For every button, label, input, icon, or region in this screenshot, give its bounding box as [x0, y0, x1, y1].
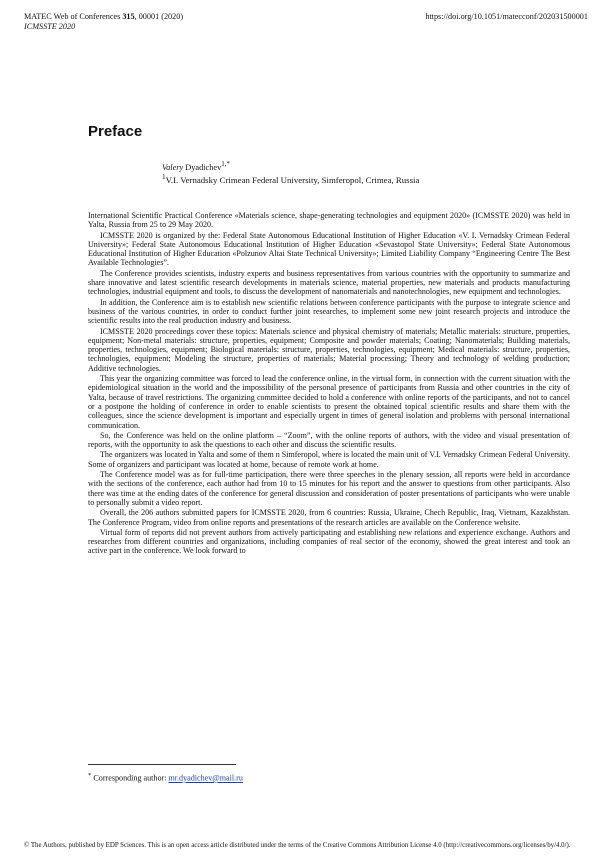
author-superscript: 1,* — [221, 161, 230, 168]
footnote — [88, 772, 243, 783]
author-last-name: Dyadichev — [183, 162, 222, 172]
paragraph: The Conference provides scientists, industry experts and business representatives from various countries with the opportunity to summarize and share innovative and latest scientific research developments in materials science, material properties, new materials and products manufacturing technologies, industrial equipment and tools, to discuss the development of nanomaterials and nanotechnologies, new equipment and technologies. — [88, 268, 570, 297]
paragraph: ICMSSTE 2020 is organized by the: Federal State Autonomous Educational Institution of Higher Education «V. I. Vernadsky Crimean Federal University»; Federal State Autonomous Educational Institution of Higher Education «Sevastopol State University»; Federal State Autonomous Educational Institution of Higher Education «Polzunov Altai State Technical University»; Limited Liability Company “Engineering Centre The Best Available Technologies”. — [88, 230, 570, 268]
affiliation-text: V.I. Vernadsky Crimean Federal University, Simferopol, Crimea, Russia — [165, 174, 420, 185]
paragraph: Virtual form of reports did not prevent authors from actively participating and establishing new relations and experience exchange. Authors and researches from different countries and organizations, including companies of real sector of the economy, showed the great interest and took an active part in the conference. We look forward to — [88, 527, 570, 556]
journal-line — [24, 12, 183, 22]
footnote-label: Corresponding author: — [91, 773, 169, 783]
conference-venue: ICMSSTE 2020 — [24, 22, 76, 31]
paragraph: International Scientific Practical Conference «Materials science, shape-generating technologies and equipment 2020» (ICMSSTE 2020) was held in Yalta, Russia from 25 to 29 May 2020. — [88, 211, 570, 230]
paragraph: The Conference model was as for full-time participation, there were three speeches in the plenary session, all reports were held in accordance with the sections of the conference, each author had from 10 to 15 minutes for his report and the answer to questions from other participants. Also there was time at the ending dates of the conference for general discussion and consideration of poster presentations of participants who were unable to personally submit a video report. — [88, 470, 570, 507]
paragraph: Overall, the 206 authors submitted papers for ICMSSTE 2020, from 6 countries: Russia, Ukraine, Chech Republic, Iraq, Vietnam, Kazakhstan. The Conference Program, video from online reports and presentations of the research articles are available on the Conference website. — [88, 508, 570, 527]
paragraph: In addition, the Conference aim is to establish new scientific relations between conference participants with the purpose to integrate science and business of the various countries, in order to conduct further joint researches, to implement some new joint research projects and introduce the scientific results into the real production industry and business. — [88, 297, 570, 326]
author-first-name: Valery — [162, 162, 184, 172]
affiliation — [162, 172, 419, 185]
article-number: , 00001 (2020) — [134, 12, 184, 21]
footnote-mark: * — [88, 772, 92, 779]
running-header — [24, 12, 183, 32]
paragraph: This year the organizing committee was forced to lead the conference online, in the virtual form, in connection with the current situation with the epidemiological situation in the world and the impossibility of the personal presence of participants from Russia and other countries in the city of Yalta, because of travel restrictions. The organizing committee decided to hold a conference with online reports of the participants, and not to cancel or a postpone the holding of conference in order to enable scientists to present the obtained topical scientific results and share them with the colleagues, since the science development is important and especially urgent in times of general isolation and problems with personal international communication. — [88, 374, 570, 430]
paragraph: So, the Conference was held on the online platform – “Zoom”, with the online reports of authors, with the video and visual presentation of reports, with the opportunity to ask the questions to each other and discuss the scientific results. — [88, 430, 570, 450]
paragraph: The organizers was located in Yalta and some of them n Simferopol, where is located the main unit of V.I. Vernadsky Crimean Federal University. Some of organizers and participant was located at home, because of remote work at home. — [88, 450, 570, 469]
journal-volume: 315 — [122, 12, 135, 21]
author-line — [162, 159, 230, 173]
doi-link[interactable]: https://doi.org/10.1051/matecconf/202031500001 — [425, 12, 588, 21]
affiliation-mark: 1 — [162, 172, 166, 181]
author-email-link[interactable]: mr.dyadichev@mail.ru — [168, 773, 243, 783]
paragraph: ICMSSTE 2020 proceedings cover these topics: Materials science and physical chemistry of materials; Metallic materials: structure, properties, equipment; Non-metal materials: structure, properties, equipment; Composite and powder materials; Coating; Nanomaterials; Building materials, properties, technologies, equipment; Biological materials: structure, properties, technologies, equipment; Medical materials: structure, properties, technologies, equipment; Modeling the structure, properties of materials; Material processing; Theory and technology of welding production; Additive technologies. — [88, 326, 570, 373]
body-text — [88, 211, 570, 557]
journal-name: MATEC Web of Conferences — [24, 12, 123, 21]
page-title: Preface — [88, 123, 143, 140]
license-notice: © The Authors, published by EDP Sciences. This is an open access article distributed under the terms of the Creative Commons Attribution License 4.0 (http://creativecommons.org/licenses/by/4.0/). — [24, 842, 571, 849]
footnote-divider — [88, 764, 236, 765]
